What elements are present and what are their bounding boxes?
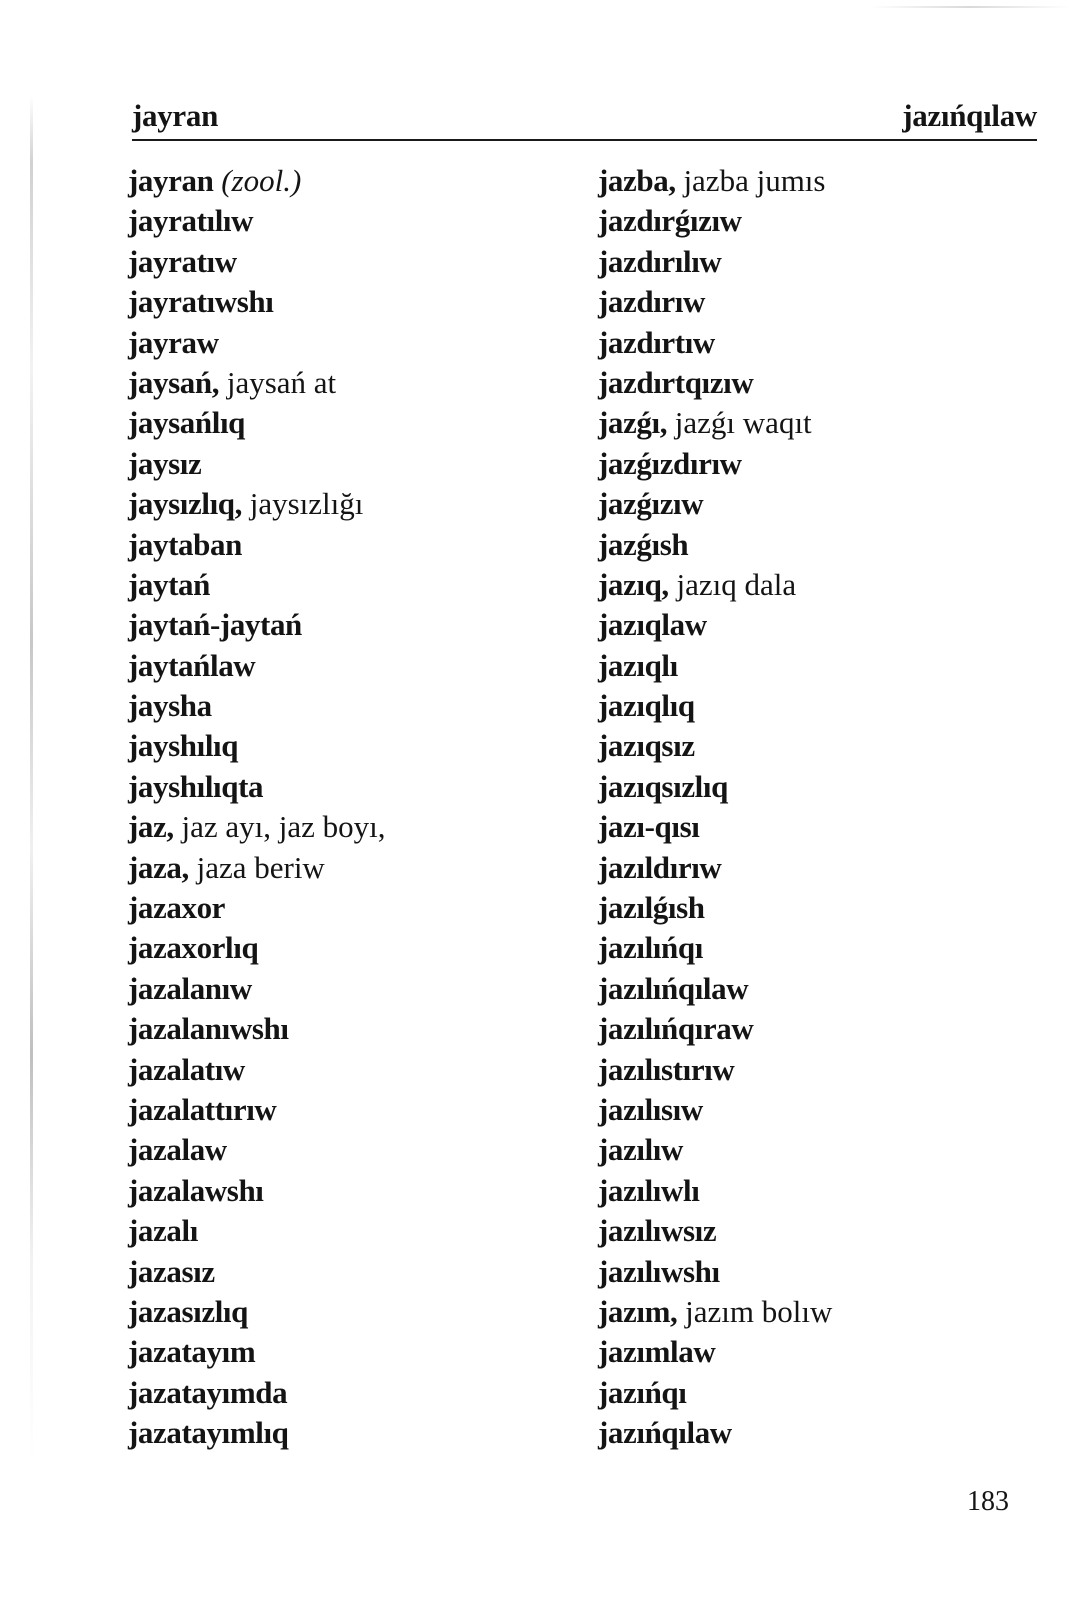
dictionary-entry: [598, 807, 1038, 847]
dictionary-entry: [128, 1211, 568, 1251]
dictionary-entry: [128, 363, 568, 403]
dictionary-entry: [128, 1413, 568, 1453]
dictionary-entry: [128, 686, 568, 726]
dictionary-entry: [128, 646, 568, 686]
dictionary-entry: [598, 363, 1038, 403]
dictionary-entry: [598, 686, 1038, 726]
usage-example: jazım bolıw: [685, 1293, 833, 1329]
headword: jazılısıw: [598, 1091, 703, 1127]
headword: jaysańlıq: [128, 405, 245, 441]
headword: jazılıńqılaw: [598, 970, 749, 1006]
dictionary-entry: [598, 161, 1038, 201]
headword: jazılıstırıw: [598, 1051, 735, 1087]
dictionary-entry: [128, 565, 568, 605]
headword: jazdırtqızıw: [598, 364, 754, 400]
running-head: [132, 96, 1037, 140]
headword: jazasız: [128, 1253, 215, 1289]
dictionary-entry: [598, 1171, 1038, 1211]
dictionary-entry: [128, 161, 568, 201]
left-column: [128, 161, 568, 1454]
headword: jayratılıw: [128, 203, 254, 239]
headword: jaz,: [128, 809, 174, 845]
dictionary-entry: [598, 848, 1038, 888]
usage-example: jaz ayı, jaz boyı,: [181, 809, 386, 845]
dictionary-entry: [128, 605, 568, 645]
headword: jazaxorlıq: [128, 930, 259, 966]
dictionary-entry: [598, 1292, 1038, 1332]
dictionary-entry: [598, 282, 1038, 322]
headword: jazıqlı: [598, 647, 678, 683]
dictionary-entry: [598, 1009, 1038, 1049]
dictionary-entry: [598, 928, 1038, 968]
usage-example: jaysań at: [226, 364, 337, 400]
dictionary-entry: [128, 282, 568, 322]
headword: jazalanıw: [128, 970, 252, 1006]
headword: jazǵısh: [598, 526, 689, 562]
dictionary-entry: [128, 767, 568, 807]
headword: jazatayım: [128, 1334, 256, 1370]
dictionary-entry: [128, 323, 568, 363]
headword: jazǵızıw: [598, 486, 704, 522]
dictionary-entry: [598, 323, 1038, 363]
headword: jazdırıw: [598, 284, 705, 320]
right-column: [598, 161, 1038, 1454]
headword: jaytańlaw: [128, 647, 256, 683]
headword: jazdırılıw: [598, 243, 722, 279]
guide-word-last: jazıńqılaw: [902, 98, 1037, 133]
page-number: 183: [967, 1486, 1009, 1517]
headword: jazılıw: [598, 1132, 684, 1168]
dictionary-entry: [598, 242, 1038, 282]
headword: jazdırǵızıw: [598, 203, 742, 239]
usage-example: jazıq dala: [676, 566, 797, 602]
dictionary-entry: [598, 1373, 1038, 1413]
header-rule: [132, 139, 1037, 141]
dictionary-entry: [128, 928, 568, 968]
headword: jazǵı,: [598, 405, 668, 441]
dictionary-entry: [598, 403, 1038, 443]
headword: jazım,: [598, 1293, 678, 1329]
headword: jazıqsız: [598, 728, 695, 764]
dictionary-entry: [128, 403, 568, 443]
dictionary-entry: [598, 1252, 1038, 1292]
dictionary-entry: [598, 525, 1038, 565]
usage-example: jazba jumıs: [683, 163, 826, 198]
dictionary-entry: [128, 201, 568, 241]
headword: jazba,: [598, 163, 676, 198]
dictionary-entry: [598, 888, 1038, 928]
dictionary-entry: [128, 848, 568, 888]
headword: jayratıw: [128, 243, 237, 279]
dictionary-entry: [598, 1050, 1038, 1090]
headword: jazılıńqıraw: [598, 1011, 754, 1047]
headword: jayran: [128, 163, 214, 198]
headword: jaysha: [128, 688, 212, 724]
headword: jaytań: [128, 566, 210, 602]
dictionary-entry: [128, 726, 568, 766]
headword: jayraw: [128, 324, 219, 360]
headword: jazalattırıw: [128, 1091, 277, 1127]
headword: jazıq,: [598, 566, 669, 602]
usage-example: jazǵı waqıt: [674, 405, 812, 441]
headword: jazılıwshı: [598, 1253, 720, 1289]
dictionary-entry: [598, 565, 1038, 605]
headword: jazılıńqı: [598, 930, 703, 966]
dictionary-entry: [128, 969, 568, 1009]
headword: jaysız: [128, 445, 202, 481]
dictionary-entry: [128, 1171, 568, 1211]
dictionary-entry: [128, 242, 568, 282]
usage-example: jaza beriw: [196, 849, 325, 885]
headword: jaza,: [128, 849, 189, 885]
headword: jazalatıw: [128, 1051, 245, 1087]
headword: jazıldırıw: [598, 849, 722, 885]
dictionary-entry: [598, 646, 1038, 686]
dictionary-entry: [128, 888, 568, 928]
headword: jazdırtıw: [598, 324, 715, 360]
headword: jazatayımda: [128, 1374, 288, 1410]
headword: jazalanıwshı: [128, 1011, 289, 1047]
headword: jayratıwshı: [128, 284, 274, 320]
headword: jazatayımlıq: [128, 1415, 289, 1451]
dictionary-entry: [128, 1050, 568, 1090]
headword: jazalaw: [128, 1132, 227, 1168]
dictionary-entry: [128, 1373, 568, 1413]
dictionary-entry: [598, 1130, 1038, 1170]
usage-example: jaysızlığı: [249, 486, 364, 522]
headword: jazǵızdırıw: [598, 445, 742, 481]
dictionary-entry: [598, 444, 1038, 484]
dictionary-entry: [128, 1009, 568, 1049]
headword: jayshılıqta: [128, 768, 264, 804]
headword: jazılıwsız: [598, 1213, 717, 1249]
dictionary-entry: [128, 807, 568, 847]
headword: jazıqlaw: [598, 607, 707, 643]
headword: jazı-qısı: [598, 809, 700, 845]
dictionary-entry: [128, 525, 568, 565]
dictionary-entry: [128, 484, 568, 524]
headword: jayshılıq: [128, 728, 239, 764]
dictionary-entry: [598, 767, 1038, 807]
headword: jazılǵısh: [598, 890, 705, 926]
headword: jazımlaw: [598, 1334, 716, 1370]
headword: jazalı: [128, 1213, 198, 1249]
headword: jazıńqı: [598, 1374, 687, 1410]
headword: jazasızlıq: [128, 1293, 248, 1329]
dictionary-entry: [598, 969, 1038, 1009]
dictionary-entry: [128, 1252, 568, 1292]
dictionary-entry: [598, 201, 1038, 241]
dictionary-entry: [128, 1130, 568, 1170]
headword: jaysızlıq,: [128, 486, 242, 522]
dictionary-entry: [598, 1211, 1038, 1251]
headword: jaytaban: [128, 526, 242, 562]
scan-shadow-top: [870, 6, 1070, 8]
dictionary-entry: [128, 1332, 568, 1372]
headword: jazıqsızlıq: [598, 768, 728, 804]
dictionary-entry: [598, 1332, 1038, 1372]
dictionary-entry: [598, 726, 1038, 766]
headword: jazıńqılaw: [598, 1415, 732, 1451]
usage-note: (zool.): [221, 163, 302, 198]
dictionary-entry: [598, 484, 1038, 524]
scan-shadow-edge: [30, 95, 33, 1465]
headword: jaytań-jaytań: [128, 607, 302, 643]
dictionary-entry: [128, 1090, 568, 1130]
dictionary-entry: [598, 1090, 1038, 1130]
dictionary-entry: [128, 1292, 568, 1332]
headword: jazıqlıq: [598, 688, 695, 724]
dictionary-entry: [128, 444, 568, 484]
dictionary-entry: [598, 605, 1038, 645]
headword: jazaxor: [128, 890, 226, 926]
dictionary-entry: [598, 1413, 1038, 1453]
headword: jaysań,: [128, 364, 220, 400]
guide-word-first: jayran: [132, 98, 219, 133]
headword: jazalawshı: [128, 1172, 264, 1208]
headword: jazılıwlı: [598, 1172, 700, 1208]
